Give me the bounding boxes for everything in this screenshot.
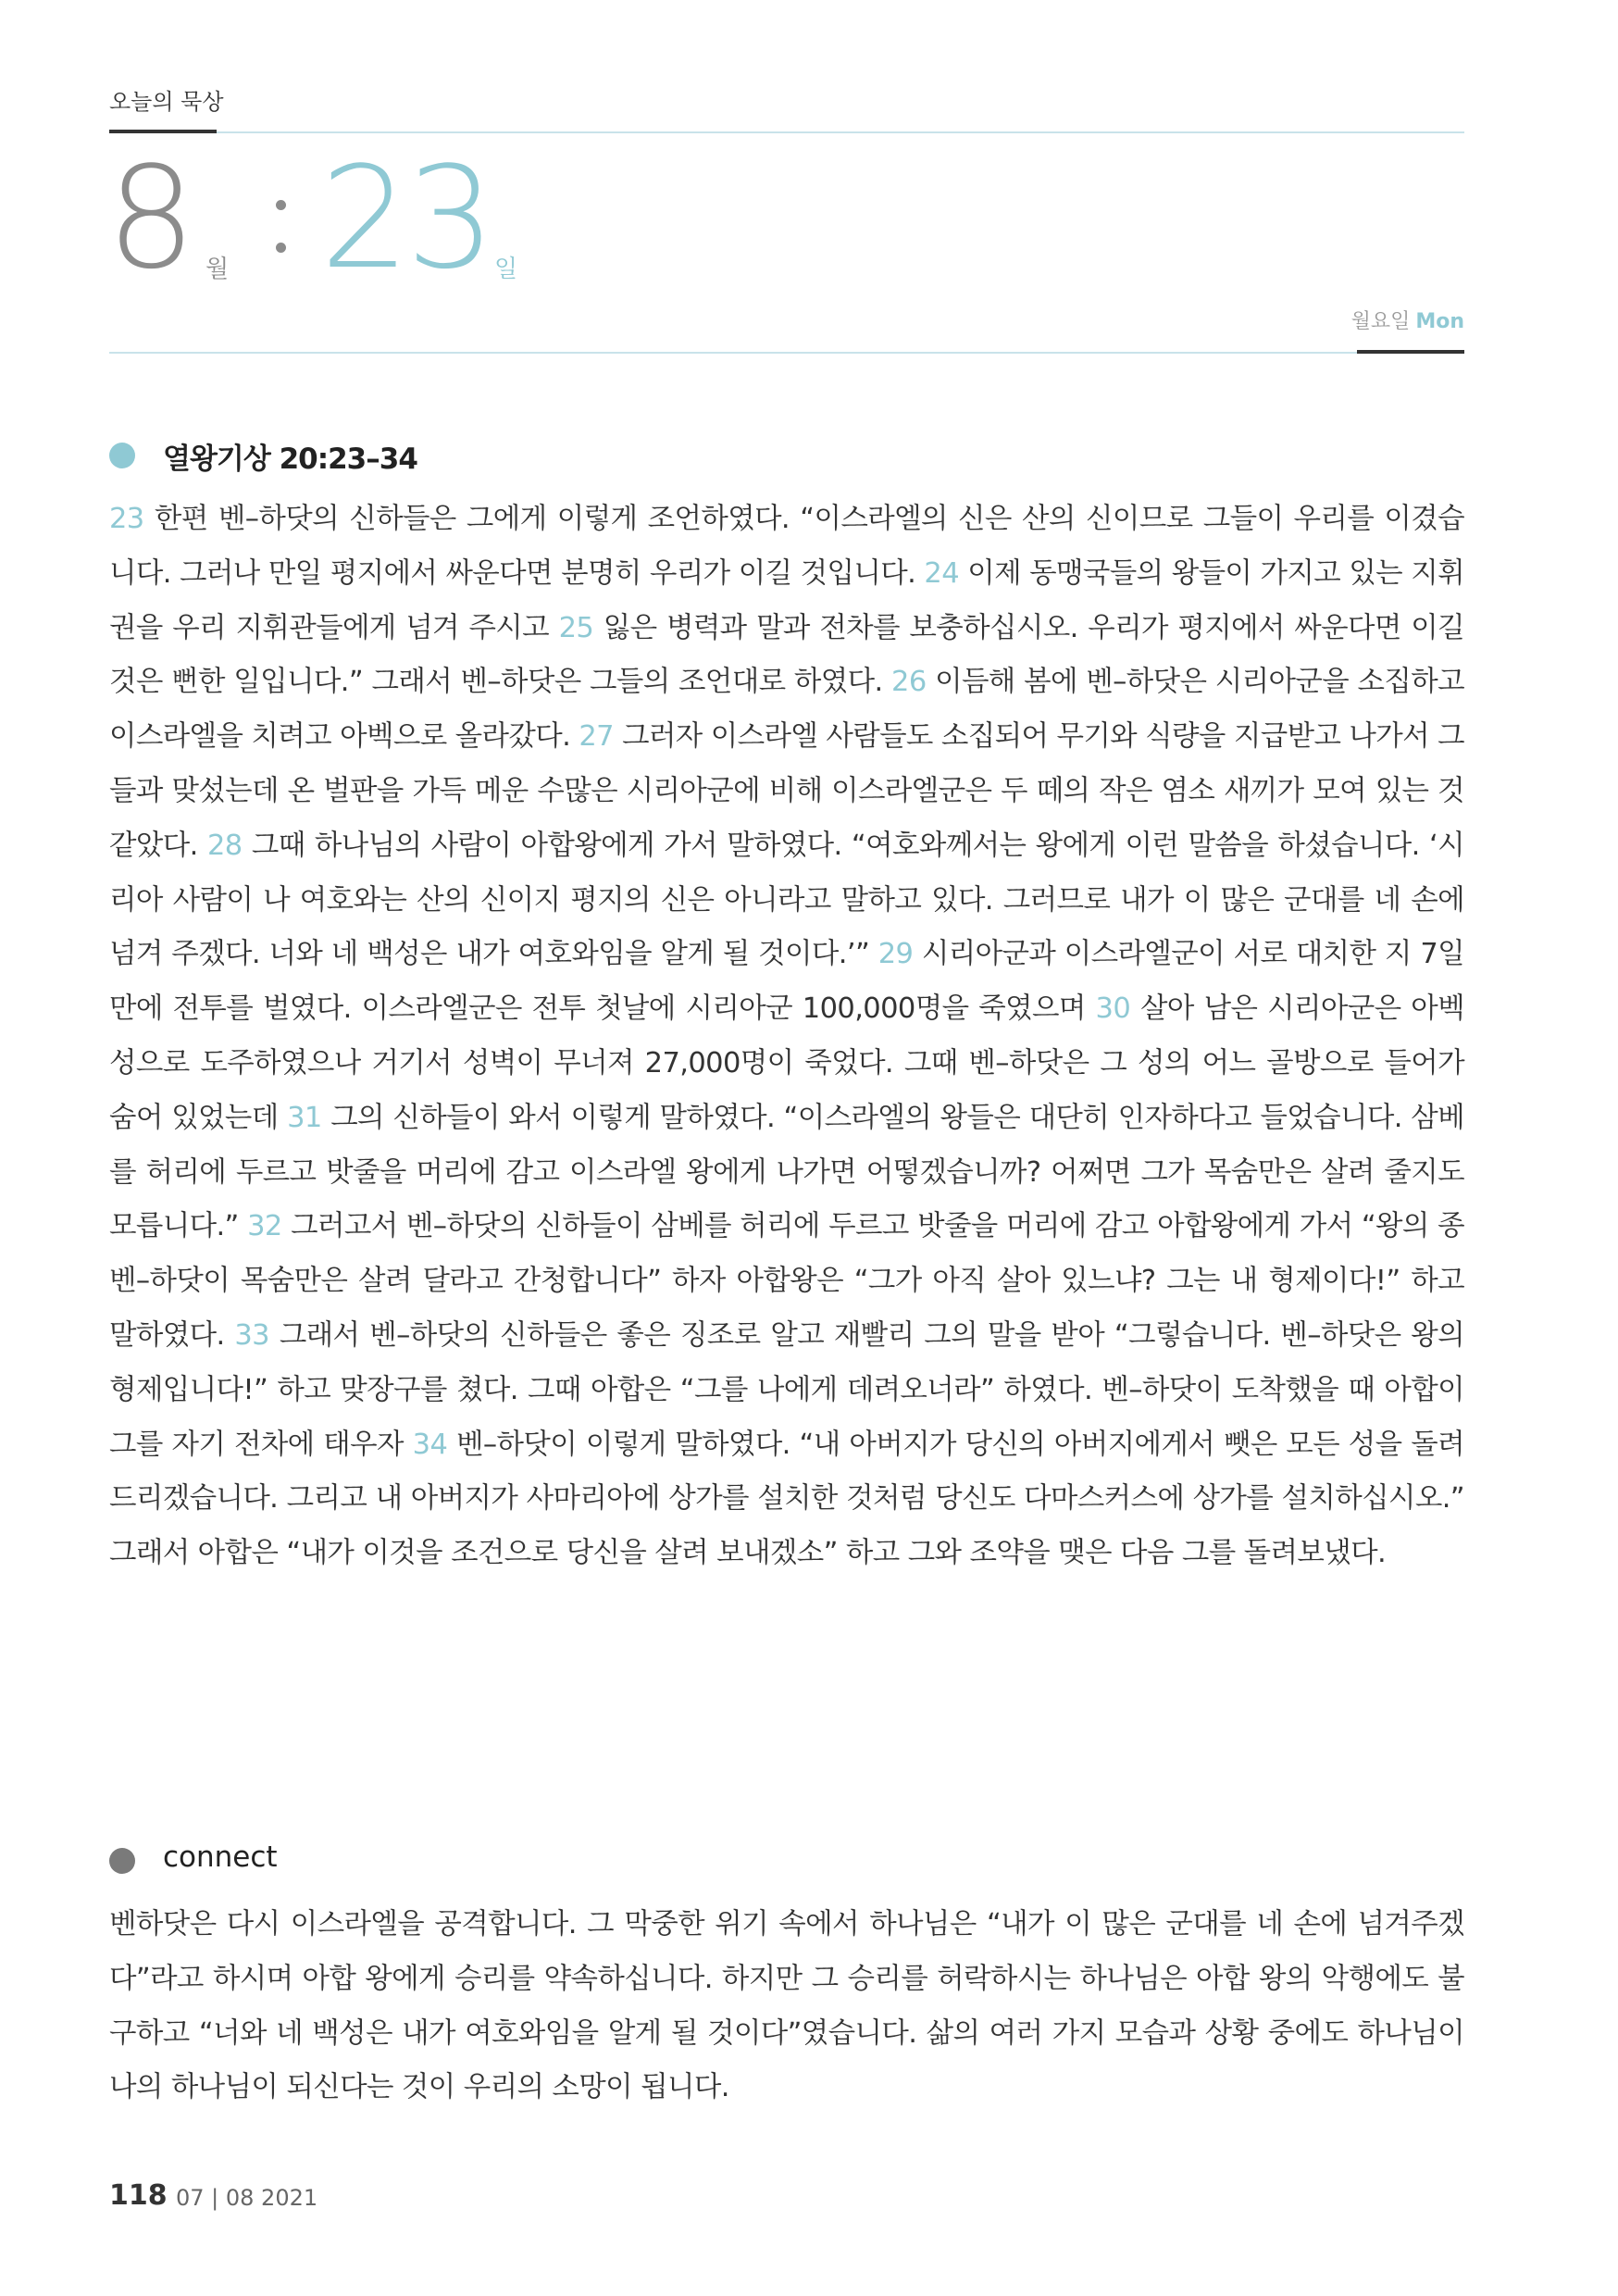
scripture-body [109, 493, 1464, 1581]
day-unit: 일 [494, 256, 518, 283]
date-colon [268, 198, 296, 263]
verse-number: 34 [412, 1428, 448, 1461]
verse-number: 33 [234, 1318, 269, 1352]
verse-number: 27 [579, 720, 614, 754]
verse-number: 24 [924, 556, 960, 590]
weekday-english: Mon [1415, 310, 1464, 333]
verse-text: 그때 하나님의 사람이 아합왕에게 가서 말하였다. “여호와께서는 왕에게 이런 말씀을 하셨습니다. ‘시리아 사람이 나 여호와는 산의 신이지 평지의 신은 아니라고 말하고 있다. 그러므로 내가 이 많은 군대를 네 손에 넘겨 주겠다. 너와 네 백성은 내가 여호와임을 알게 될 것이다.’” [109, 829, 1464, 971]
day-number: 23 [320, 136, 492, 300]
verse-text: 잃은 병력과 말과 전차를 보충하십시오. 우리가 평지에서 싸운다면 이길 것은 뻔한 일입니다.” 그래서 벤–하닷은 그들의 조언대로 하였다. [109, 611, 1465, 699]
verse-number: 23 [109, 503, 144, 535]
verse-number: 28 [206, 829, 243, 862]
verse-text: 이듬해 봄에 벤–하닷은 시리아군을 소집하고 이스라엘을 치려고 아벡으로 올라갔다. [109, 666, 1464, 754]
page-number: 118 [109, 2179, 168, 2212]
section-title: 오늘의 묵상 [109, 89, 224, 115]
month-unit: 월 [205, 256, 230, 283]
weekday-label [1351, 306, 1464, 334]
verse-text: 그러자 이스라엘 사람들도 소집되어 무기와 식량을 지급받고 나가서 그들과 맞섰는데 온 벌판을 가득 메운 수많은 시리아군에 비해 이스라엘군은 두 떼의 작은 염소 새끼가 모여 있는 것 같았다. [109, 720, 1464, 862]
weekday-divider [109, 352, 1357, 354]
verse-text: 그러고서 벤–하닷의 신하들이 삼베를 허리에 두르고 밧줄을 머리에 감고 아합왕에게 가서 “왕의 종 벤–하닷이 목숨만은 살려 달라고 간청합니다” 하자 아합왕은 “그가 아직 살아 있느냐? 그는 내 형제이다!” 하고 말하였다. [109, 1210, 1465, 1352]
connect-title: connect [163, 1841, 278, 1874]
verse-text: 그의 신하들이 와서 이렇게 말하였다. “이스라엘의 왕들은 대단히 인자하다고 들었습니다. 삼베를 허리에 두르고 밧줄을 머리에 감고 이스라엘 왕에게 나가면 어떻겠습니까? 어쩌면 그가 목숨만은 살려 줄지도 모릅니다.” [109, 1101, 1464, 1243]
weekday-korean: 월요일 [1350, 310, 1411, 333]
verse-number: 26 [891, 666, 927, 699]
month-number: 8 [106, 136, 193, 300]
verse-number: 32 [247, 1210, 282, 1243]
connect-body: 벤하닷은 다시 이스라엘을 공격합니다. 그 막중한 위기 속에서 하나님은 “내가 이 많은 군대를 네 손에 넘겨주겠다”라고 하시며 아합 왕에게 승리를 약속하십니다. 하지만 그 승리를 허락하시는 하나님은 아합 왕의 악행에도 불구하고 “너와 네 백성은 내가 여호와임을 알게 될 것이다”였습니다. 삶의 여러 가지 모습과 상황 중에도 하나님이 나의 하나님이 되신다는 것이 우리의 소망이 됩니다. [109, 1908, 1464, 2104]
verse-number: 25 [558, 611, 594, 644]
weekday-accent-bar [1357, 350, 1464, 354]
scripture-reference: 열왕기상 20:23–34 [163, 443, 417, 476]
verse-text: 이제 동맹국들의 왕들이 가지고 있는 지휘권을 우리 지휘관들에게 넘겨 주시고 [109, 556, 1464, 644]
issue-date: 07 | 08 2021 [176, 2185, 318, 2211]
verse-text: 살아 남은 시리아군은 아벡성으로 도주하였으나 거기서 성벽이 무너져 27,000명이 죽었다. 그때 벤–하닷은 그 성의 어느 골방으로 들어가 숨어 있었는데 [109, 992, 1464, 1134]
verse-number: 30 [1095, 992, 1131, 1026]
verse-text: 시리아군과 이스라엘군이 서로 대치한 지 7일 만에 전투를 벌였다. 이스라엘군은 전투 첫날에 시리아군 100,000명을 죽였으며 [109, 938, 1464, 1026]
verse-text: 벤–하닷이 이렇게 말하였다. “내 아버지가 당신의 아버지에게서 뺏은 모든 성을 돌려 드리겠습니다. 그리고 내 아버지가 사마리아에 상가를 설치한 것처럼 당신도 다마스커스에 상가를 설치하십시오.” 그래서 아합은 “내가 이것을 조건으로 당신을 살려 보내겠소” 하고 그와 조약을 맺은 다음 그를 돌려보냈다. [109, 1428, 1464, 1570]
verse-text: 한편 벤–하닷의 신하들은 그에게 이렇게 조언하였다. “이스라엘의 신은 산의 신이므로 그들이 우리를 이겼습니다. 그러나 만일 평지에서 싸운다면 분명히 우리가 이길 것입니다. [109, 503, 1464, 590]
connect-bullet-icon [109, 1848, 135, 1874]
header-accent-bar [109, 130, 217, 133]
verse-number: 29 [877, 938, 914, 971]
header-divider [217, 131, 1464, 133]
verse-number: 31 [287, 1101, 322, 1134]
verse-text: 그래서 벤–하닷의 신하들은 좋은 징조로 알고 재빨리 그의 말을 받아 “그렇습니다. 벤–하닷은 왕의 형제입니다!” 하고 맞장구를 쳤다. 그때 아합은 “그를 나에게 데려오너라” 하였다. 벤–하닷이 도착했을 때 아합이 그를 자기 전차에 태우자 [109, 1318, 1464, 1461]
scripture-bullet-icon [109, 443, 135, 468]
